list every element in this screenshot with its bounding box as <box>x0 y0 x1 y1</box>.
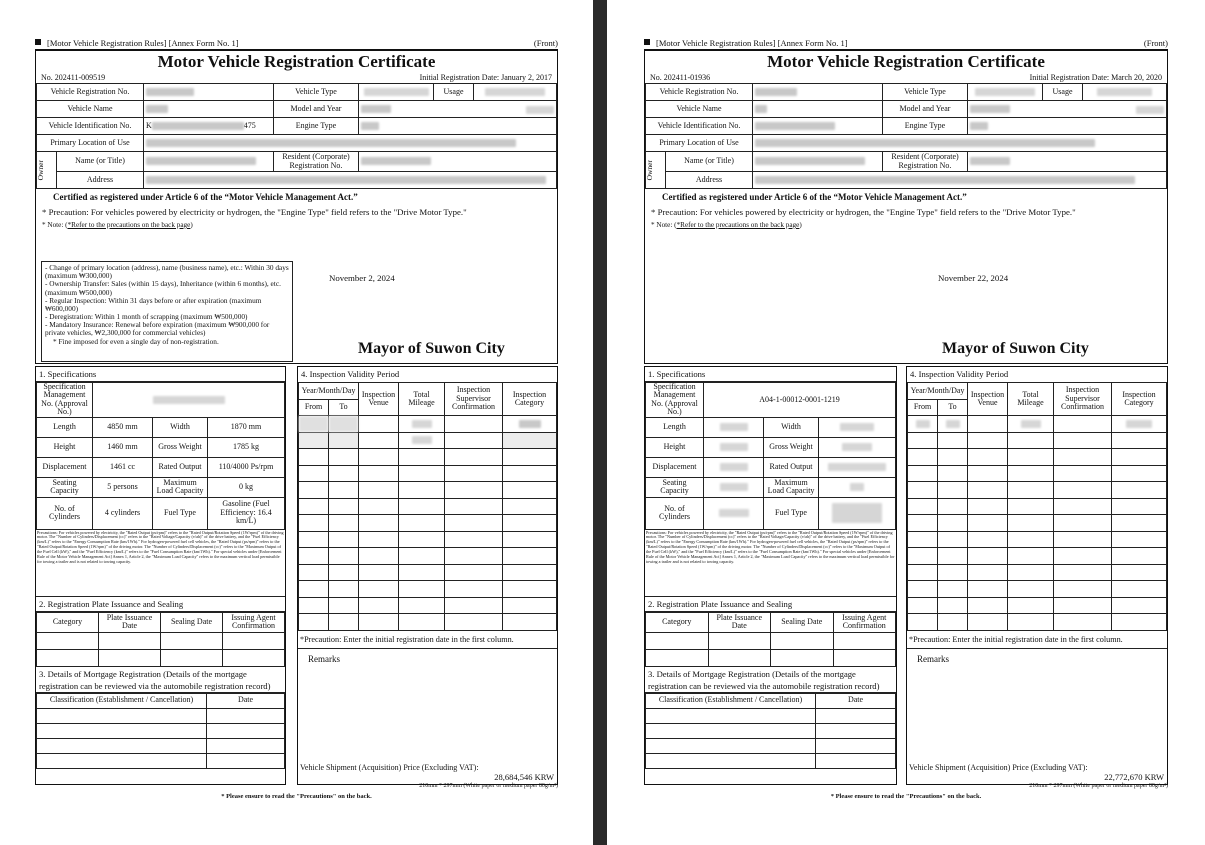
label-address: Address <box>57 172 144 189</box>
shipment-price: 28,684,546 KRW <box>494 772 554 782</box>
label-registration-no: Vehicle Registration No. <box>37 84 144 101</box>
label-usage: Usage <box>434 84 474 101</box>
label-vehicle-type: Vehicle Type <box>274 84 359 101</box>
bullet-square-icon <box>644 39 650 45</box>
label-vehicle-name: Vehicle Name <box>37 101 144 118</box>
front-label: (Front) <box>533 38 558 48</box>
redacted-registration-no <box>146 88 194 96</box>
engine-type-precaution: * Precaution: For vehicles powered by electricity or hydrogen, the "Engine Type" field refers to the "Drive Motor Type." <box>42 207 467 217</box>
inspection-heading: 4. Inspection Validity Period <box>301 369 400 379</box>
certification-statement: Certified as registered under Article 6 of the “Motor Vehicle Management Act.” <box>53 192 358 202</box>
specifications-panel <box>35 366 286 785</box>
mortgage-heading: 3. Details of Mortgage Registration (Details of the mortgage registration can be reviewed via the automobile registration record) <box>36 667 285 693</box>
mortgage-table: Classification (Establishment / Cancellation) Date <box>645 693 896 769</box>
certificate-page-2: [Motor Vehicle Registration Rules] [Annex Form No. 1] (Front) Motor Vehicle Registration Certificate No. 202411-01936 Initial Registration Date: March 20, 2020 Vehicle Registration No. Vehicle Type Usage Vehicle Name Model and Year Vehicle Identification No. Engine Type Primary Location of Use Owner Name (or Title) Resident (Corporate) Registration No. Address Certified as registered under Article 6 of the “Motor Vehicle Management Act.” * Precaution: For vehicles powered by electricity or hydrogen, the "Engine Type" field refers to the "Drive Motor Type." * Note: (*Refer to the precautions on the back page) November 22, 2024 Mayor of Suwon City 1. Specifications Specification Management No. (Approval No.) A04-1-00012-0001-1219 Length Width Height Gross Weight Displacement Rated Output Seating Capacity Maximum Load Capacity No. of Cylinders Fuel Type Precautions: For vehicles powered by electricity, the "Rated Output (ps/rpm)" refers to the "Rated Output/Rotation Speed (1W/rpm)" of the driving motor. The "Number of Cylinders/Displacement (cc)" refers to the "Rated Voltage/Capacity (v/ah)" of the drive battery, and the "Fuel Efficiency (km/L)" refers to the "Energy Consumption Rate (km/1Wh)." For hydrogen-powered fuel cell vehicles, the "Rated Output (ps/rpm)" refers to the "Rated Output/Rotation Speed (1W/rpm)" of the driving motor. The "Number of Cylinders/Displacement (cc)" refers to the "Maximum Output of the Fuel Cell (kW)," and the "Fuel Efficiency (km/L)" refers to the "Fuel Consumption Rate (km/1Wh)." For special vehicles under [Enforcement Rule of the Motor Vehicle Management Act] Annex 1, Article 2, the "Maximum Load Capacity" refers to the maximum vertical load permissible for towing a trailer and is not related to towing capacity. 2. Registration Plate Issuance and Sealing Category Plate Issuance Date Sealing Date Issuing Agent Confirmation 3. Details of Mortgage Registration (Details of the mortgage registration can be reviewed via the automobile registration record) Classification (Establishment / Cancellation) Date 4. Inspection Validity Period Year/Month/Day Inspection Venue Total Mileage Inspection Supervisor Confirmation Inspection Category From To *Precaution: Enter the initial registration date in the first column. Remarks Vehicle Shipment (Acquisition) Price (Excluding VAT): 22,772,670 KRW 210mm * 297mm (White paper or medium paper 80g/m²) * Please ensure to read the "Precautions" on the back. <box>607 0 1205 845</box>
initial-registration-date: Initial Registration Date: January 2, 2017 <box>419 73 552 82</box>
document-number: No. 202411-01936 <box>650 73 711 82</box>
inspection-panel <box>297 366 558 785</box>
document-number: No. 202411-009519 <box>41 73 106 82</box>
issuer-mayor: Mayor of Suwon City <box>942 340 1089 357</box>
shipment-price: 22,772,670 KRW <box>1104 772 1164 782</box>
penalty-notes: - Change of primary location (address), name (business name), etc.: Within 30 days (maximum ₩300,000) - Ownership Transfer: Sales (within 15 days), Inheritance (within 6 months), etc. (maximum ₩500,000) - Regular Inspection: Within 31 days before or after expiration (maximum ₩600,000) - Deregistration: Within 1 month of scrapping (maximum ₩500,000) - Mandatory Insurance: Renewal before expiration (maximum ₩900,000 for private vehicles, ₩2,300,000 for commercial vehicles) * Fine imposed for even a single day of non-registration. <box>41 261 293 362</box>
label-engine-type: Engine Type <box>274 118 359 135</box>
specifications-panel: 1. Specifications Specification Management No. (Approval No.) A04-1-00012-0001-1219 Length Width Height Gross Weight Displacement Rated Output Seating Capacity Maximum Load Capacity No. of Cylinders Fuel Type Precautions: For vehicles powered by electricity, the "Rated Output (ps/rpm)" refers to the "Rated Output/Rotation Speed (1W/rpm)" of the driving motor. The "Number of Cylinders/Displacement (cc)" refers to the "Rated Voltage/Capacity (v/ah)" of the drive battery, and the "Fuel Efficiency (km/L)" refers to the "Energy Consumption Rate (km/1Wh)." For hydrogen-powered fuel cell vehicles, the "Rated Output (ps/rpm)" refers to the "Rated Output/Rotation Speed (1W/rpm)" of the driving motor. The "Number of Cylinders/Displacement (cc)" refers to the "Maximum Output of the Fuel Cell (kW)," and the "Fuel Efficiency (km/L)" refers to the "Fuel Consumption Rate (km/1Wh)." For special vehicles under [Enforcement Rule of the Motor Vehicle Management Act] Annex 1, Article 2, the "Maximum Load Capacity" refers to the maximum vertical load permissible for towing a trailer and is not related to towing capacity. 2. Registration Plate Issuance and Sealing Category Plate Issuance Date Sealing Date Issuing Agent Confirmation 3. Details of Mortgage Registration (Details of the mortgage registration can be reviewed via the automobile registration record) Classification (Establishment / Cancellation) Date <box>644 366 897 785</box>
price-block: Vehicle Shipment (Acquisition) Price (Excluding VAT): 28,684,546 KRW <box>298 763 557 782</box>
vehicle-info-table: Vehicle Registration No. Vehicle Type Usage Vehicle Name Model and Year Vehicle Identification No. Engine Type Primary Location of Use Owner Name (or Title) Resident (Corporate) Registration No. Address <box>645 83 1167 189</box>
label-primary-location: Primary Location of Use <box>37 135 144 152</box>
note-line: * Note: (*Refer to the precautions on the back page) <box>42 221 193 229</box>
spec-management-number: A04-1-00012-0001-1219 <box>704 383 896 418</box>
label-resident-no: Resident (Corporate) Registration No. <box>274 152 359 172</box>
form-reference: [Motor Vehicle Registration Rules] [Annex Form No. 1] <box>47 38 239 48</box>
specifications-table: Specification Management No. (Approval No.) A04-1-00012-0001-1219 Length Width Height Gross Weight Displacement Rated Output Seating Capacity Maximum Load Capacity No. of Cylinders Fuel Type <box>645 382 896 530</box>
plate-table: Category Plate Issuance Date Sealing Date Issuing Agent Confirmation <box>645 612 896 667</box>
registration-box: Motor Vehicle Registration Certificate No. 202411-01936 Initial Registration Date: March 20, 2020 Vehicle Registration No. Vehicle Type Usage Vehicle Name Model and Year Vehicle Identification No. Engine Type Primary Location of Use Owner Name (or Title) Resident (Corporate) Registration No. Address Certified as registered under Article 6 of the “Motor Vehicle Management Act.” * Precaution: For vehicles powered by electricity or hydrogen, the "Engine Type" field refers to the "Drive Motor Type." * Note: (*Refer to the precautions on the back page) November 22, 2024 Mayor of Suwon City <box>644 49 1168 364</box>
remarks-label: Remarks <box>308 653 340 664</box>
registration-box <box>35 49 558 364</box>
issue-date: November 22, 2024 <box>938 273 1009 283</box>
specifications-table: Specification Management No. (Approval No.) Length 4850 mm Width 1870 mm Height 1460 mm Gross Weight 1785 kg Displacement 1461 cc Rated Output 110/4000 Ps/rpm Seating Capacity 5 persons Maximum Load Capacity 0 kg No. of Cylinders 4 cylinders Fuel Type Gasoline (Fuel Efficiency: 16.4 km/L) <box>36 382 285 530</box>
certificate-page-1 <box>0 0 593 845</box>
label-model-year: Model and Year <box>274 101 359 118</box>
vehicle-info-table: Vehicle Registration No. Vehicle Type Usage Vehicle Name Model and Year Vehicle Identification No. K 475 Engine Type Primary Location of Use Owner Name (or Title) Resident (Corporate) Registration No. Address <box>36 83 557 189</box>
document-title: Motor Vehicle Registration Certificate <box>767 52 1045 71</box>
issue-date: November 2, 2024 <box>329 273 395 283</box>
inspection-panel: 4. Inspection Validity Period Year/Month/Day Inspection Venue Total Mileage Inspection Supervisor Confirmation Inspection Category From To *Precaution: Enter the initial registration date in the first column. Remarks Vehicle Shipment (Acquisition) Price (Excluding VAT): 22,772,670 KRW <box>906 366 1168 785</box>
spec-precautions: Precautions: For vehicles powered by electricity, the "Rated Output (ps/rpm)" refers to the "Rated Output/Rotation Speed (1W/rpm)" of the driving motor. The "Number of Cylinders/Displacement (cc)" refers to the "Rated Voltage/Capacity (v/ah)" of the drive battery, and the "Fuel Efficiency (km/L)" refers to the "Energy Consumption Rate (km/1Wh)." For hydrogen-powered fuel cell vehicles, the "Rated Output (ps/rpm)" refers to the "Rated Output/Rotation Speed (1W/rpm)" of the driving motor. The "Number of Cylinders/Displacement (cc)" refers to the "Maximum Output of the Fuel Cell (kW)," and the "Fuel Efficiency (km/L)" refers to the "Fuel Consumption Rate (km/1Wh)." For special vehicles under [Enforcement Rule of the Motor Vehicle Management Act] Annex 1, Article 2, the "Maximum Load Capacity" refers to the maximum vertical load permissible for towing a trailer and is not related to towing capacity. <box>36 530 285 597</box>
inspection-table: Year/Month/Day Inspection Venue Total Mileage Inspection Supervisor Confirmation Inspection Category From To <box>298 382 557 631</box>
price-block: Vehicle Shipment (Acquisition) Price (Excluding VAT): 22,772,670 KRW <box>907 763 1167 782</box>
inspection-table: Year/Month/Day Inspection Venue Total Mileage Inspection Supervisor Confirmation Inspection Category From To <box>907 382 1167 631</box>
paper-spec: 210mm * 297mm (White paper or medium paper 80g/m²) <box>419 783 558 789</box>
document-title: Motor Vehicle Registration Certificate <box>157 52 436 71</box>
form-header: [Motor Vehicle Registration Rules] [Annex Form No. 1] (Front) <box>644 38 1168 49</box>
label-owner-name: Name (or Title) <box>57 152 144 172</box>
inspection-precaution: *Precaution: Enter the initial registration date in the first column. <box>298 631 557 649</box>
mortgage-table: Classification (Establishment / Cancellation) Date <box>36 693 285 769</box>
plate-table: Category Plate Issuance Date Sealing Date Issuing Agent Confirmation <box>36 612 285 667</box>
bullet-square-icon <box>35 39 41 45</box>
back-page-link[interactable]: *Refer to the precautions on the back page <box>676 221 800 229</box>
label-owner: Owner <box>36 159 45 181</box>
specifications-heading: 1. Specifications <box>36 367 285 382</box>
label-vin: Vehicle Identification No. <box>37 118 144 135</box>
back-page-link[interactable]: *Refer to the precautions on the back page <box>67 221 191 229</box>
initial-registration-date: Initial Registration Date: March 20, 2020 <box>1029 73 1162 82</box>
back-note: * Please ensure to read the "Precautions" on the back. <box>221 793 372 800</box>
plate-heading: 2. Registration Plate Issuance and Sealing <box>36 597 285 612</box>
form-header <box>35 38 558 49</box>
issuer-mayor: Mayor of Suwon City <box>358 340 505 357</box>
